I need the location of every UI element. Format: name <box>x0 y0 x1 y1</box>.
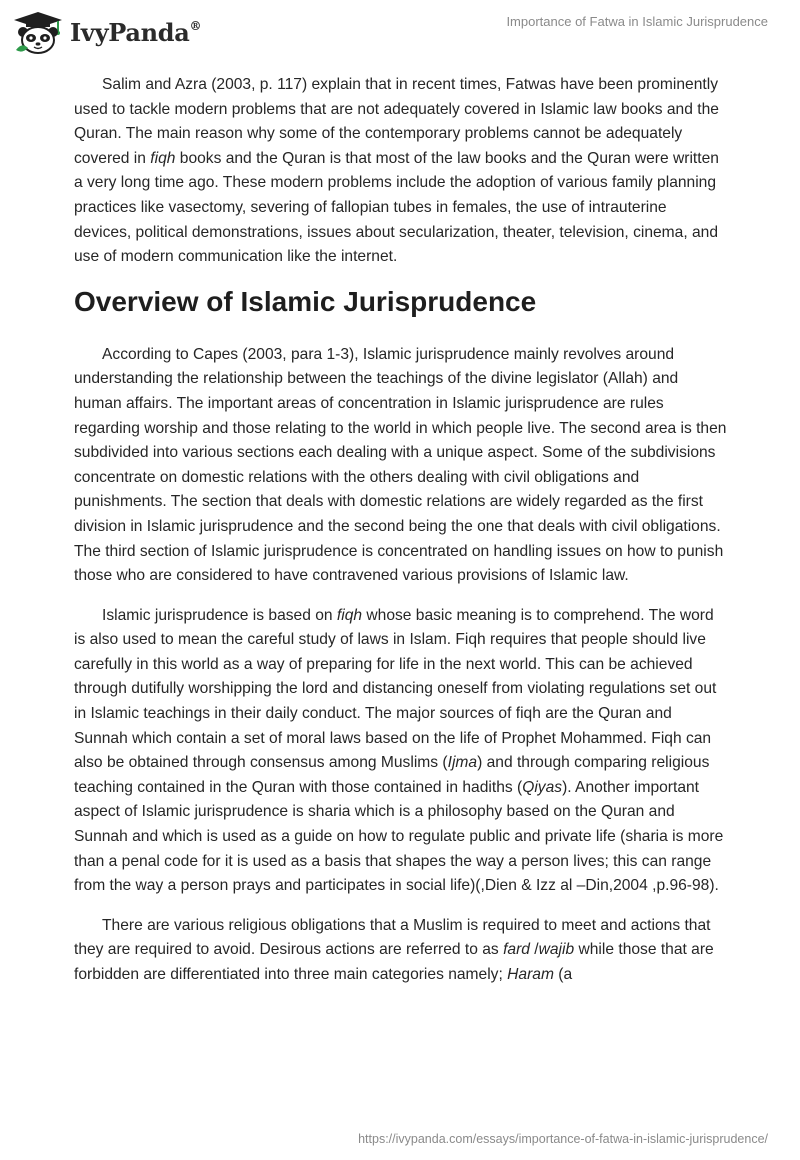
italic-term: fiqh <box>150 149 176 167</box>
ivypanda-logo[interactable] <box>12 10 201 54</box>
footer-url-link[interactable]: https://ivypanda.com/essays/importance-of-fatwa-in-islamic-jurisprudence/ <box>358 1132 768 1146</box>
panda-graduate-icon <box>12 10 64 54</box>
italic-term: fiqh <box>336 606 363 624</box>
italic-term: Qiyas <box>522 778 563 796</box>
paragraph-obligations: There are various religious obligations that a Muslim is required to meet and actions that they are required to avoid. Desirous actions are referred to as fard /wajib while those that are forbidden are differentiated into three main categories namely; Haram (a <box>74 916 714 983</box>
italic-term: Ijma <box>447 754 478 772</box>
paragraph-fiqh: Islamic jurisprudence is based on fiqh whose basic meaning is to comprehend. The word is also used to mean the careful study of laws in Islam. Fiqh requires that people should live carefully in this world as a way of preparing for life in the next world. This can be achieved through dutifully worshipping the lord and distancing oneself from violating regulations set out in Islamic teachings in their daily conduct. The major sources of fiqh are the Quran and Sunnah which contain a set of moral laws based on the life of Prophet Mohammed. Fiqh can also be obtained through consensus among Muslims (Ijma) and through comparing religious teaching contained in the Quran with those contained in hadiths (Qiyas). Another important aspect of Islamic jurisprudence is sharia which is a philosophy based on the Quran and Sunnah and which is used as a guide on how to regulate public and private life (sharia is more than a penal code for it is used as a basis that shapes the way a person lives; this can range from the way a person prays and participates in social life)(,Dien & Izz al –Din,2004 ,p.96-98). <box>74 606 724 895</box>
page-header <box>0 0 800 72</box>
essay-content <box>74 73 728 1003</box>
paragraph-fatwa-modern-problems: Salim and Azra (2003, p. 117) explain that in recent times, Fatwas have been prominently used to tackle modern problems that are not adequately covered in Islamic law books and the Quran. The main reason why some of the contemporary problems cannot be adequately covered in fiqh books and the Quran is that most of the law books and the Quran were written a very long time ago. These modern problems include the adoption of various family planning practices like vasectomy, severing of fallopian tubes in females, the use of intrauterine devices, political demonstrations, issues about secularization, theater, television, cinema, and use of modern communication like the internet. <box>74 76 719 266</box>
paragraph-overview: According to Capes (2003, para 1-3), Islamic jurisprudence mainly revolves around understanding the relationship between the teachings of the divine legislator (Allah) and human affairs. The important areas of concentration in Islamic jurisprudence are rules regarding worship and those relating to the world in which people live. The second area is then subdivided into various sections each dealing with a unique aspect. Some of the subdivisions concentrate on domestic relations with the others dealing with civil obligations and punishments. The section that deals with domestic relations are widely regarded as the first division in Islamic jurisprudence and the second being the one that deals with civil obligations. The third section of Islamic jurisprudence is concentrated on handling issues on how to punish those who are considered to have contravened various provisions of Islamic law. <box>74 345 727 585</box>
document-title: Importance of Fatwa in Islamic Jurisprudence <box>506 14 768 29</box>
logo-wordmark: IvyPanda® <box>70 17 202 47</box>
italic-term: Haram <box>507 966 554 983</box>
italic-term: fard <box>503 941 530 959</box>
italic-term: wajib <box>538 941 575 959</box>
section-heading: Overview of Islamic Jurisprudence <box>74 285 537 317</box>
